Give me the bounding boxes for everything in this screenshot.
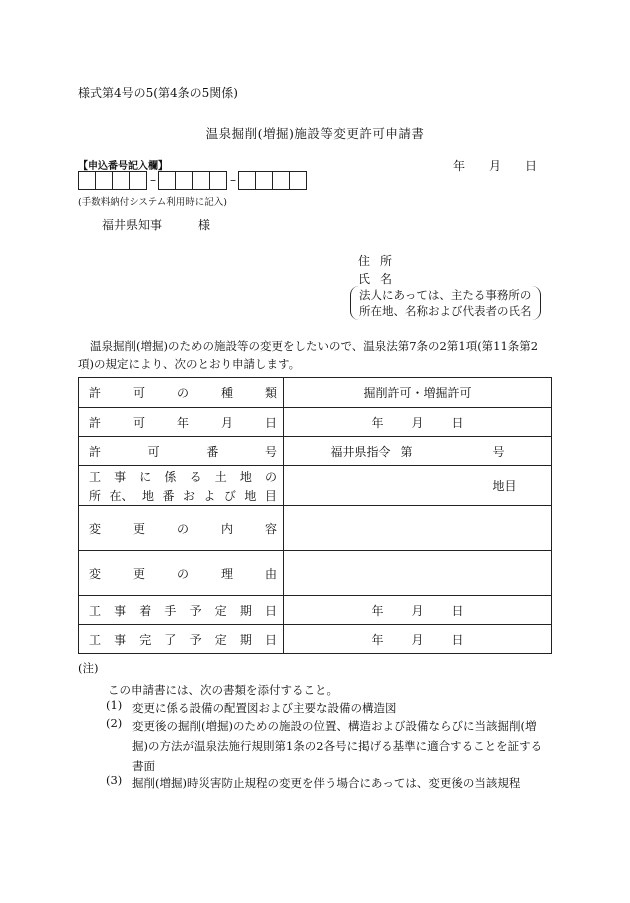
addressee	[102, 216, 210, 233]
date-month: 月	[489, 159, 502, 173]
digit-box[interactable]	[238, 171, 256, 190]
note-item: (1) 変更に係る設備の配置図および主要な設備の構造図	[106, 698, 397, 715]
table-row	[79, 466, 552, 506]
notes-heading: (注)	[78, 661, 99, 675]
note-item: (2) 変更後の掘削(増掘)のための施設の位置、構造および設備ならびに当該掘削(増掘)の方法が温泉法施行規則第1条の2各号に掲げる基準に適合することを証する書面	[106, 716, 543, 773]
permit-type-value[interactable]: 掘削許可・増掘許可	[284, 378, 552, 408]
addressee-honorific: 様	[198, 218, 211, 232]
digit-box[interactable]	[129, 171, 147, 190]
land-value[interactable]: 地目	[284, 466, 552, 506]
applicant-address-label: 住所	[358, 254, 403, 268]
application-date	[453, 157, 537, 174]
table-row	[79, 437, 552, 466]
digit-box[interactable]	[175, 171, 193, 190]
permit-number-value[interactable]: 福井県指令 第 号	[284, 437, 552, 466]
dash-separator: –	[150, 173, 156, 187]
label-text: 許 可 の 種 類	[89, 386, 277, 400]
digit-box[interactable]	[209, 171, 227, 190]
dash-separator: –	[230, 173, 236, 187]
start-date-label: 工 事 着 手 予 定 期 日	[79, 596, 284, 625]
change-content-value[interactable]	[284, 506, 552, 551]
table-row	[79, 378, 552, 408]
application-number-label: 【申込番号記入欄】	[78, 161, 168, 172]
application-number-boxes[interactable]	[78, 171, 307, 190]
change-content-label: 変 更 の 内 容	[79, 506, 284, 551]
permit-type-label	[79, 378, 284, 408]
notes-lead: この申請書には、次の書類を添付すること。	[108, 683, 338, 697]
permit-date-value[interactable]: 年 月 日	[284, 408, 552, 437]
intro-paragraph: 温泉掘削(増掘)のための施設等の変更をしたいので、温泉法第7条の2第1項(第11条第2項)の規定により、次のとおり申請します。	[78, 339, 539, 371]
table-row	[79, 551, 552, 596]
corporate-note-line1: 法人にあっては、主たる事務所の	[359, 288, 532, 302]
end-date-label: 工 事 完 了 予 定 期 日	[79, 625, 284, 654]
land-label: 工 事 に 係 る 土 地 の 所 在、 地 番 お よ び 地 目	[79, 466, 284, 506]
change-reason-label: 変 更 の 理 由	[79, 551, 284, 596]
digit-box[interactable]	[158, 171, 176, 190]
digit-box[interactable]	[192, 171, 210, 190]
date-day: 日	[525, 159, 538, 173]
digit-box[interactable]	[255, 171, 273, 190]
application-number-note: (手数料納付システム利用時に記入)	[78, 197, 227, 208]
permit-date-label: 許 可 年 月 日	[79, 408, 284, 437]
corporate-note	[350, 286, 541, 320]
table-row	[79, 596, 552, 625]
date-year: 年	[453, 159, 466, 173]
digit-box[interactable]	[95, 171, 113, 190]
digit-box[interactable]	[272, 171, 290, 190]
digit-box[interactable]	[112, 171, 130, 190]
addressee-name: 福井県知事	[102, 218, 163, 232]
corporate-note-line2: 所在地、名称および代表者の氏名	[359, 304, 532, 318]
digit-box[interactable]	[289, 171, 307, 190]
table-row	[79, 506, 552, 551]
end-date-value[interactable]: 年 月 日	[284, 625, 552, 654]
application-table	[78, 377, 552, 654]
table-row	[79, 625, 552, 654]
applicant-name-label: 氏名	[358, 272, 403, 286]
form-number: 様式第4号の5(第4条の5関係)	[78, 86, 238, 100]
document-title: 温泉掘削(増掘)施設等変更許可申請書	[205, 126, 425, 141]
table-row	[79, 408, 552, 437]
start-date-value[interactable]: 年 月 日	[284, 596, 552, 625]
note-item: (3) 掘削(増掘)時災害防止規程の変更を伴う場合にあっては、変更後の当該規程	[106, 773, 521, 790]
permit-number-label: 許 可 番 号	[79, 437, 284, 466]
change-reason-value[interactable]	[284, 551, 552, 596]
digit-box[interactable]	[78, 171, 96, 190]
